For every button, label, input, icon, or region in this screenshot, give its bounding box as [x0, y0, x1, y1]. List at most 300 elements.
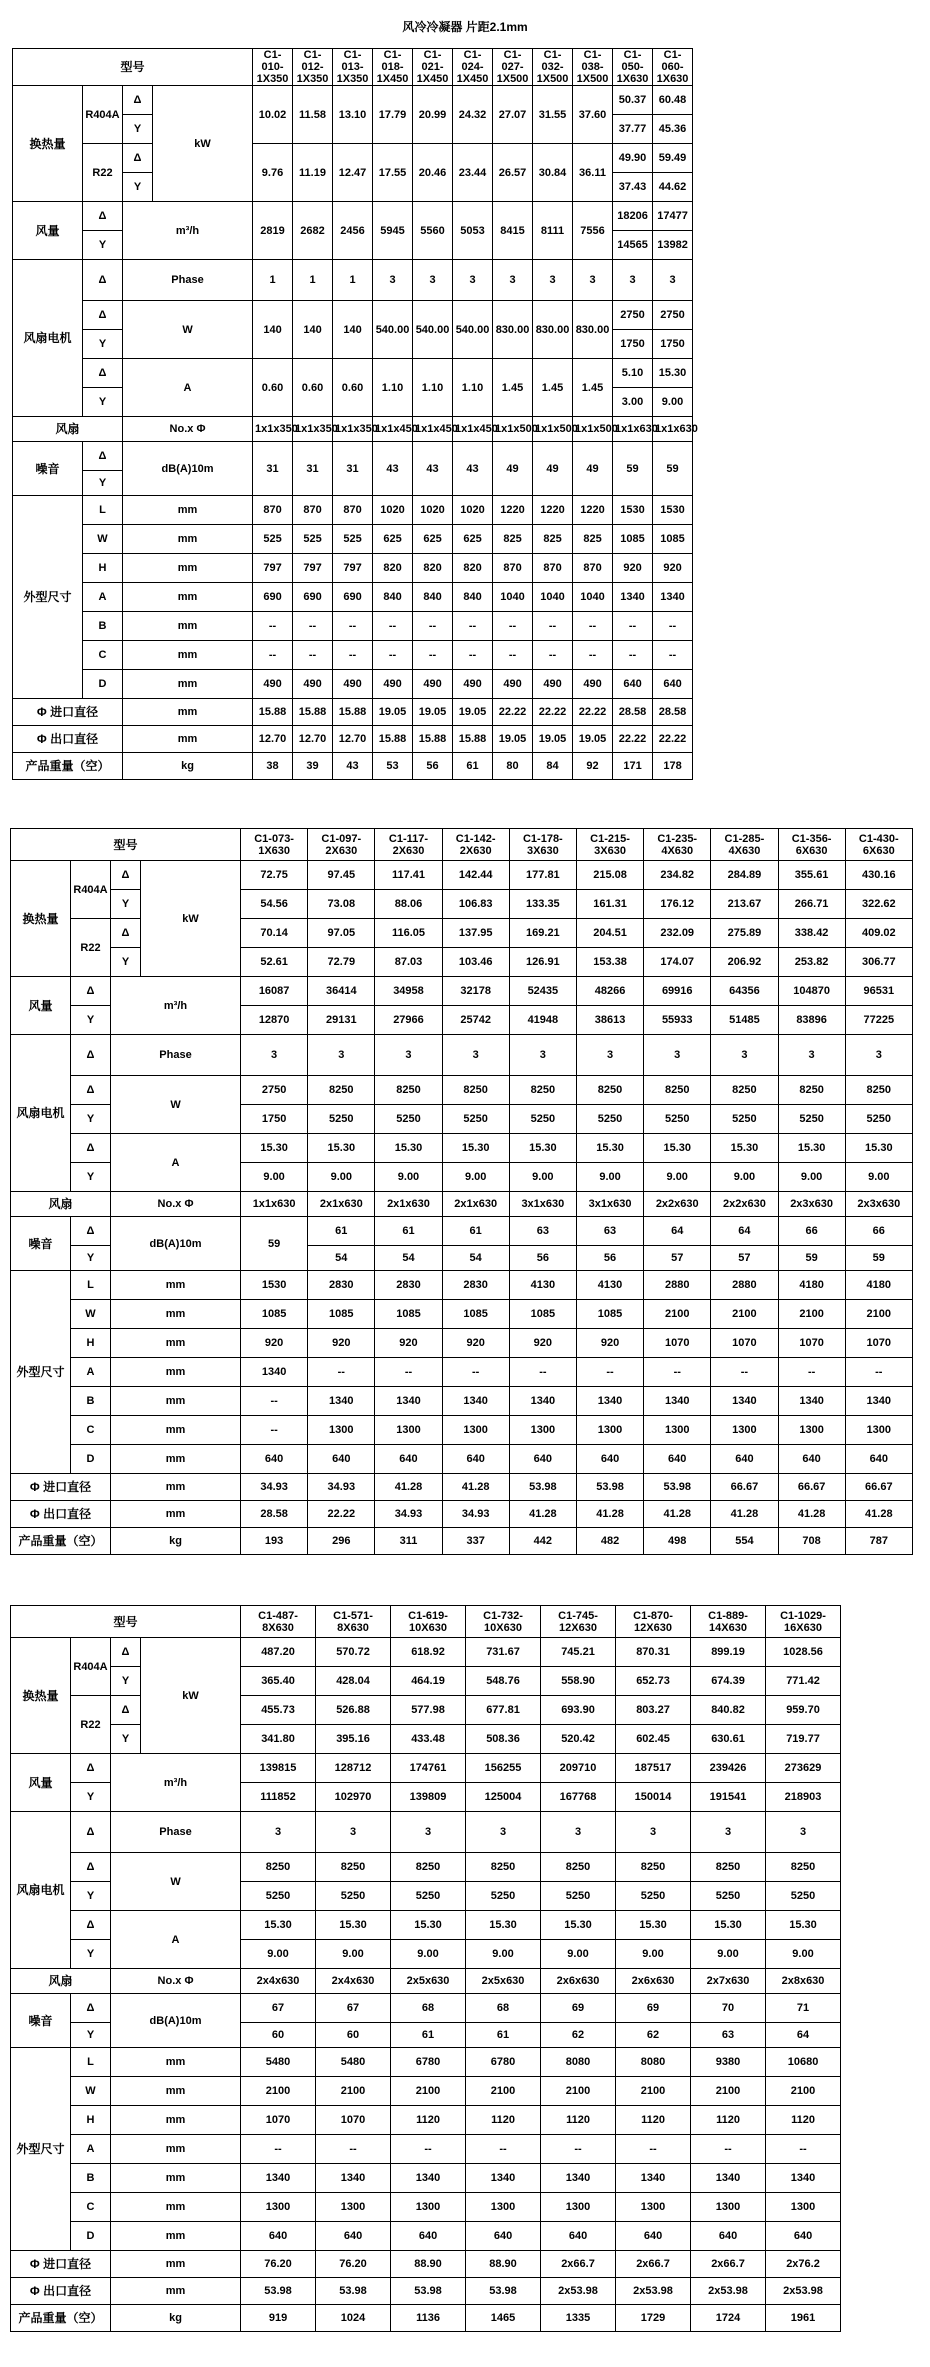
dim-b-cell: 1340 — [541, 2164, 616, 2193]
dim-h-cell: 920 — [375, 1329, 442, 1358]
power-y-cell: 5250 — [644, 1105, 711, 1134]
heat-r404a-y-cell: 771.42 — [766, 1667, 841, 1696]
noise-cell: 31 — [293, 442, 333, 496]
dim-b-cell: 1340 — [391, 2164, 466, 2193]
dim-a-cell: 690 — [293, 583, 333, 612]
air-y-cell: 12870 — [241, 1006, 308, 1035]
heat-r22-y-cell: 153.38 — [576, 948, 643, 977]
y-label: Y — [111, 1667, 141, 1696]
current-cell: 15.30 — [616, 1911, 691, 1940]
dim-b-label: B — [71, 1387, 111, 1416]
heat-r404a-cell: 27.07 — [493, 86, 533, 144]
heat-r22-y-cell: 126.91 — [509, 948, 576, 977]
model-header: 型号 — [13, 49, 253, 86]
dba-unit: dB(A)10m — [111, 1994, 241, 2048]
motor-label: 风扇电机 — [11, 1812, 71, 1969]
current-cell: 0.60 — [253, 359, 293, 417]
heat-r404a-cell: 234.82 — [644, 861, 711, 890]
current-cell: 15.30 — [576, 1134, 643, 1163]
outlet-cell: 53.98 — [241, 2278, 316, 2305]
spec-table-3 — [10, 1605, 841, 2332]
air-cell: 2819 — [253, 202, 293, 260]
noise-cell: 59 — [241, 1217, 308, 1271]
dim-d-cell: 640 — [466, 2222, 541, 2251]
current-y-cell: 9.00 — [391, 1940, 466, 1969]
noise-y-cell: 54 — [375, 1246, 442, 1271]
air-label: 风量 — [11, 1754, 71, 1812]
outlet-cell: 34.93 — [375, 1501, 442, 1528]
table-row — [13, 612, 693, 641]
noise-cell: 61 — [375, 1217, 442, 1246]
dim-d-cell: 490 — [573, 670, 613, 699]
outlet-cell: 41.28 — [845, 1501, 912, 1528]
power-y-cell: 5250 — [241, 1882, 316, 1911]
power-y-cell: 5250 — [466, 1882, 541, 1911]
w-unit: W — [111, 1076, 241, 1134]
weight-cell: 38 — [253, 753, 293, 780]
current-cell: 15.30 — [653, 359, 693, 388]
power-y-cell: 5250 — [845, 1105, 912, 1134]
power-y-cell: 5250 — [541, 1882, 616, 1911]
dim-h-cell: 1070 — [644, 1329, 711, 1358]
air-y-cell: 29131 — [308, 1006, 375, 1035]
weight-cell: 1024 — [316, 2305, 391, 2332]
table-row — [13, 525, 693, 554]
fan-cell: 1x1x500 — [493, 417, 533, 442]
inlet-cell: 66.67 — [711, 1474, 778, 1501]
power-cell: 8250 — [616, 1853, 691, 1882]
dim-w-label: W — [71, 2077, 111, 2106]
current-cell: 15.30 — [241, 1911, 316, 1940]
air-y-cell: 77225 — [845, 1006, 912, 1035]
dim-l-cell: 1530 — [653, 496, 693, 525]
inlet-cell: 22.22 — [573, 699, 613, 726]
phase-cell: 3 — [541, 1812, 616, 1853]
noise-cell: 49 — [493, 442, 533, 496]
table-row — [11, 1638, 841, 1667]
outlet-cell: 19.05 — [573, 726, 613, 753]
power-y-cell: 5250 — [711, 1105, 778, 1134]
model-name: C1-1029-16X630 — [766, 1606, 841, 1638]
dim-w-cell: 2100 — [778, 1300, 845, 1329]
dim-h-cell: 920 — [308, 1329, 375, 1358]
dim-w-cell: 2100 — [644, 1300, 711, 1329]
power-cell: 140 — [293, 301, 333, 359]
table-row — [13, 301, 693, 330]
phase-cell: 3 — [691, 1812, 766, 1853]
dim-d-cell: 640 — [691, 2222, 766, 2251]
heat-r22-cell: 36.11 — [573, 144, 613, 202]
inlet-cell: 53.98 — [509, 1474, 576, 1501]
current-cell: 15.30 — [466, 1911, 541, 1940]
heat-r22-cell: 20.46 — [413, 144, 453, 202]
current-y-cell: 9.00 — [509, 1163, 576, 1192]
dim-b-cell: -- — [413, 612, 453, 641]
current-cell: 1.10 — [453, 359, 493, 417]
delta-label: Δ — [71, 977, 111, 1006]
current-y-cell: 9.00 — [466, 1940, 541, 1969]
heat-r404a-cell: 11.58 — [293, 86, 333, 144]
dim-l-cell: 4180 — [778, 1271, 845, 1300]
dim-a-cell: 690 — [253, 583, 293, 612]
table-row — [13, 583, 693, 612]
model-name: C1-571-8X630 — [316, 1606, 391, 1638]
delta-label: Δ — [111, 861, 141, 890]
dim-b-cell: -- — [373, 612, 413, 641]
table-row — [11, 1667, 841, 1696]
dim-a-cell: -- — [541, 2135, 616, 2164]
model-name: C1-732-10X630 — [466, 1606, 541, 1638]
phase-cell: 1 — [293, 260, 333, 301]
dim-l-cell: 870 — [333, 496, 373, 525]
dim-l-cell: 2830 — [308, 1271, 375, 1300]
weight-cell: 442 — [509, 1528, 576, 1555]
dim-d-cell: 640 — [541, 2222, 616, 2251]
power-y-cell: 5250 — [308, 1105, 375, 1134]
heat-r22-cell: 30.84 — [533, 144, 573, 202]
heat-r22-cell: 116.05 — [375, 919, 442, 948]
air-cell: 8415 — [493, 202, 533, 260]
dim-c-cell: -- — [373, 641, 413, 670]
heat-r404a-cell: 72.75 — [241, 861, 308, 890]
outlet-cell: 12.70 — [293, 726, 333, 753]
inlet-cell: 34.93 — [241, 1474, 308, 1501]
dim-d-cell: 640 — [845, 1445, 912, 1474]
mm-unit: mm — [111, 1329, 241, 1358]
power-cell: 8250 — [766, 1853, 841, 1882]
heat-label: 换热量 — [11, 1638, 71, 1754]
fan-cell: 1x1x630 — [613, 417, 653, 442]
dim-d-cell: 640 — [644, 1445, 711, 1474]
noise-y-cell: 62 — [616, 2023, 691, 2048]
inlet-cell: 19.05 — [413, 699, 453, 726]
power-cell: 8250 — [391, 1853, 466, 1882]
heat-r404a-y-cell: 133.35 — [509, 890, 576, 919]
table-row — [11, 1501, 913, 1528]
dim-b-cell: 1340 — [576, 1387, 643, 1416]
dim-l-cell: 4180 — [845, 1271, 912, 1300]
weight-unit: kg — [123, 753, 253, 780]
heat-r22-y-cell: 206.92 — [711, 948, 778, 977]
heat-r22-y-cell: 433.48 — [391, 1725, 466, 1754]
noise-cell: 67 — [316, 1994, 391, 2023]
model-name: C1-097-2X630 — [308, 829, 375, 861]
page-title: 风冷冷凝器 片距2.1mm — [402, 20, 528, 34]
dim-c-cell: 1300 — [391, 2193, 466, 2222]
heat-r404a-y-cell: 73.08 — [308, 890, 375, 919]
kw-unit: kW — [153, 86, 253, 202]
heat-r22-cell: 338.42 — [778, 919, 845, 948]
noise-cell: 70 — [691, 1994, 766, 2023]
dim-b-cell: 1340 — [241, 2164, 316, 2193]
current-y-cell: 9.00 — [375, 1163, 442, 1192]
dim-c-label: C — [71, 1416, 111, 1445]
model-name: C1-024-1X450 — [453, 49, 493, 86]
dim-c-cell: -- — [653, 641, 693, 670]
dim-c-cell: 1300 — [644, 1416, 711, 1445]
dim-l-cell: 1220 — [573, 496, 613, 525]
model-name: C1-285-4X630 — [711, 829, 778, 861]
dim-h-label: H — [83, 554, 123, 583]
outlet-cell: 34.93 — [442, 1501, 509, 1528]
weight-cell: 39 — [293, 753, 333, 780]
heat-r404a-cell: 20.99 — [413, 86, 453, 144]
mm-unit: mm — [111, 1271, 241, 1300]
kw-unit: kW — [141, 1638, 241, 1754]
phase-cell: 3 — [653, 260, 693, 301]
dim-l-cell: 6780 — [391, 2048, 466, 2077]
dim-l-label: L — [83, 496, 123, 525]
heat-r404a-y-cell: 322.62 — [845, 890, 912, 919]
phase-cell: 3 — [442, 1035, 509, 1076]
dim-a-label: A — [83, 583, 123, 612]
inlet-cell: 41.28 — [375, 1474, 442, 1501]
current-cell: 1.10 — [413, 359, 453, 417]
air-cell: 239426 — [691, 1754, 766, 1783]
noise-y-cell: 56 — [576, 1246, 643, 1271]
delta-label: Δ — [71, 1076, 111, 1105]
air-cell: 273629 — [766, 1754, 841, 1783]
weight-cell: 787 — [845, 1528, 912, 1555]
weight-cell: 171 — [613, 753, 653, 780]
dim-d-cell: 490 — [453, 670, 493, 699]
dim-b-cell: -- — [533, 612, 573, 641]
dim-l-cell: 1530 — [241, 1271, 308, 1300]
dim-d-cell: 640 — [391, 2222, 466, 2251]
air-y-cell: 102970 — [316, 1783, 391, 1812]
outlet-label: Φ 出口直径 — [11, 1501, 111, 1528]
dim-w-cell: 1085 — [375, 1300, 442, 1329]
heat-r22-cell: 275.89 — [711, 919, 778, 948]
refrigerant-r404a: R404A — [71, 861, 111, 919]
weight-cell: 708 — [778, 1528, 845, 1555]
heat-r22-cell: 12.47 — [333, 144, 373, 202]
dim-h-cell: 1120 — [391, 2106, 466, 2135]
dim-b-cell: -- — [493, 612, 533, 641]
dim-l-cell: 2880 — [711, 1271, 778, 1300]
noise-cell: 31 — [333, 442, 373, 496]
noise-label: 噪音 — [13, 442, 83, 496]
heat-r22-y-cell: 395.16 — [316, 1725, 391, 1754]
table-row — [13, 359, 693, 388]
noise-cell: 71 — [766, 1994, 841, 2023]
phase-cell: 3 — [576, 1035, 643, 1076]
dim-a-label: A — [71, 1358, 111, 1387]
model-name: C1-430-6X630 — [845, 829, 912, 861]
fan-cell: 2x1x630 — [308, 1192, 375, 1217]
inlet-cell: 53.98 — [576, 1474, 643, 1501]
inlet-cell: 15.88 — [293, 699, 333, 726]
heat-r22-cell: 137.95 — [442, 919, 509, 948]
heat-r404a-y-cell: 106.83 — [442, 890, 509, 919]
power-y-cell: 5250 — [316, 1882, 391, 1911]
heat-r22-cell: 169.21 — [509, 919, 576, 948]
phase-cell: 3 — [509, 1035, 576, 1076]
current-cell: 15.30 — [541, 1911, 616, 1940]
outlet-cell: 41.28 — [778, 1501, 845, 1528]
air-y-cell: 111852 — [241, 1783, 316, 1812]
heat-r22-y-cell: 520.42 — [541, 1725, 616, 1754]
dim-d-label: D — [83, 670, 123, 699]
mm-unit: mm — [111, 1445, 241, 1474]
table-row — [11, 2077, 841, 2106]
weight-cell: 498 — [644, 1528, 711, 1555]
air-cell: 7556 — [573, 202, 613, 260]
heat-r22-cell: 17.55 — [373, 144, 413, 202]
weight-cell: 337 — [442, 1528, 509, 1555]
y-label: Y — [71, 1105, 111, 1134]
dim-b-cell: -- — [613, 612, 653, 641]
heat-r404a-y-cell: 54.56 — [241, 890, 308, 919]
nox-unit: No.x Φ — [111, 1969, 241, 1994]
mm-unit: mm — [111, 1416, 241, 1445]
mm-unit: mm — [111, 2193, 241, 2222]
dim-a-cell: -- — [442, 1358, 509, 1387]
current-cell: 5.10 — [613, 359, 653, 388]
delta-label: Δ — [111, 1638, 141, 1667]
y-label: Y — [71, 1940, 111, 1969]
dim-b-cell: -- — [573, 612, 613, 641]
dim-w-cell: 1085 — [509, 1300, 576, 1329]
dim-l-cell: 1220 — [533, 496, 573, 525]
dim-c-cell: -- — [413, 641, 453, 670]
weight-cell: 43 — [333, 753, 373, 780]
model-name: C1-356-6X630 — [778, 829, 845, 861]
noise-cell: 49 — [533, 442, 573, 496]
inlet-cell: 15.88 — [333, 699, 373, 726]
dim-a-cell: -- — [616, 2135, 691, 2164]
fan-cell: 2x8x630 — [766, 1969, 841, 1994]
dim-b-cell: 1340 — [691, 2164, 766, 2193]
phase-cell: 3 — [778, 1035, 845, 1076]
inlet-cell: 19.05 — [373, 699, 413, 726]
heat-r22-y-cell: 719.77 — [766, 1725, 841, 1754]
current-y-cell: 9.00 — [653, 388, 693, 417]
current-cell: 0.60 — [293, 359, 333, 417]
weight-cell: 53 — [373, 753, 413, 780]
model-name: C1-060-1X630 — [653, 49, 693, 86]
dim-c-cell: -- — [293, 641, 333, 670]
dim-c-cell: 1300 — [778, 1416, 845, 1445]
fan-cell: 2x3x630 — [778, 1192, 845, 1217]
current-cell: 1.45 — [493, 359, 533, 417]
dim-l-cell: 5480 — [241, 2048, 316, 2077]
model-name: C1-050-1X630 — [613, 49, 653, 86]
dim-h-label: H — [71, 1329, 111, 1358]
table-row — [13, 86, 693, 115]
dim-c-cell: -- — [333, 641, 373, 670]
dim-w-cell: 2100 — [541, 2077, 616, 2106]
dim-b-cell: 1340 — [711, 1387, 778, 1416]
dim-b-cell: -- — [453, 612, 493, 641]
power-cell: 140 — [333, 301, 373, 359]
phase-cell: 3 — [413, 260, 453, 301]
heat-r404a-y-cell: 464.19 — [391, 1667, 466, 1696]
dim-h-cell: 820 — [453, 554, 493, 583]
model-name: C1-018-1X450 — [373, 49, 413, 86]
spec-table-2 — [10, 828, 913, 1555]
phase-cell: 1 — [253, 260, 293, 301]
a-unit: A — [123, 359, 253, 417]
current-cell: 1.45 — [573, 359, 613, 417]
table-row — [11, 1754, 841, 1783]
heat-r22-cell: 59.49 — [653, 144, 693, 173]
dim-w-cell: 2100 — [766, 2077, 841, 2106]
a-unit: A — [111, 1134, 241, 1192]
current-cell: 15.30 — [778, 1134, 845, 1163]
mm-unit: mm — [123, 670, 253, 699]
power-cell: 8250 — [442, 1076, 509, 1105]
heat-r404a-cell: 117.41 — [375, 861, 442, 890]
weight-cell: 1465 — [466, 2305, 541, 2332]
w-unit: W — [111, 1853, 241, 1911]
dim-c-cell: 1300 — [576, 1416, 643, 1445]
dim-d-cell: 640 — [509, 1445, 576, 1474]
table-row — [11, 1329, 913, 1358]
fan-cell: 1x1x450 — [453, 417, 493, 442]
power-cell: 8250 — [845, 1076, 912, 1105]
table-row — [13, 144, 693, 173]
dim-l-cell: 870 — [253, 496, 293, 525]
inlet-cell: 15.88 — [253, 699, 293, 726]
delta-label: Δ — [83, 359, 123, 388]
heat-r22-cell: 526.88 — [316, 1696, 391, 1725]
inlet-cell: 22.22 — [493, 699, 533, 726]
dim-c-cell: -- — [533, 641, 573, 670]
mm-unit: mm — [111, 1387, 241, 1416]
model-name: C1-619-10X630 — [391, 1606, 466, 1638]
current-y-cell: 9.00 — [616, 1940, 691, 1969]
table-row — [11, 1387, 913, 1416]
heat-r22-cell: 677.81 — [466, 1696, 541, 1725]
table-row — [11, 1076, 913, 1105]
heat-r404a-cell: 24.32 — [453, 86, 493, 144]
dim-a-cell: -- — [778, 1358, 845, 1387]
air-y-cell: 139809 — [391, 1783, 466, 1812]
inlet-cell: 66.67 — [845, 1474, 912, 1501]
noise-y-cell: 54 — [308, 1246, 375, 1271]
table-row — [11, 2222, 841, 2251]
dim-c-cell: 1300 — [766, 2193, 841, 2222]
power-y-cell: 5250 — [778, 1105, 845, 1134]
table-row — [11, 2193, 841, 2222]
air-cell: 5053 — [453, 202, 493, 260]
heat-r22-y-cell: 602.45 — [616, 1725, 691, 1754]
heat-r404a-cell: 355.61 — [778, 861, 845, 890]
mm-unit: mm — [111, 2164, 241, 2193]
inlet-cell: 76.20 — [316, 2251, 391, 2278]
current-y-cell: 9.00 — [845, 1163, 912, 1192]
outlet-cell: 2x53.98 — [541, 2278, 616, 2305]
table-row — [11, 1192, 913, 1217]
table-row — [11, 1911, 841, 1940]
dim-b-label: B — [71, 2164, 111, 2193]
phase-cell: 3 — [466, 1812, 541, 1853]
heat-r404a-y-cell: 558.90 — [541, 1667, 616, 1696]
delta-label: Δ — [71, 1754, 111, 1783]
fan-cell: 1x1x500 — [573, 417, 613, 442]
dim-b-cell: 1340 — [375, 1387, 442, 1416]
heat-r404a-cell: 37.60 — [573, 86, 613, 144]
current-cell: 1.10 — [373, 359, 413, 417]
noise-y-cell: 63 — [691, 2023, 766, 2048]
heat-r404a-cell: 430.16 — [845, 861, 912, 890]
dim-c-label: C — [71, 2193, 111, 2222]
table-row — [13, 442, 693, 471]
dim-c-cell: 1300 — [845, 1416, 912, 1445]
table-row — [11, 1969, 841, 1994]
dim-h-cell: 1070 — [778, 1329, 845, 1358]
